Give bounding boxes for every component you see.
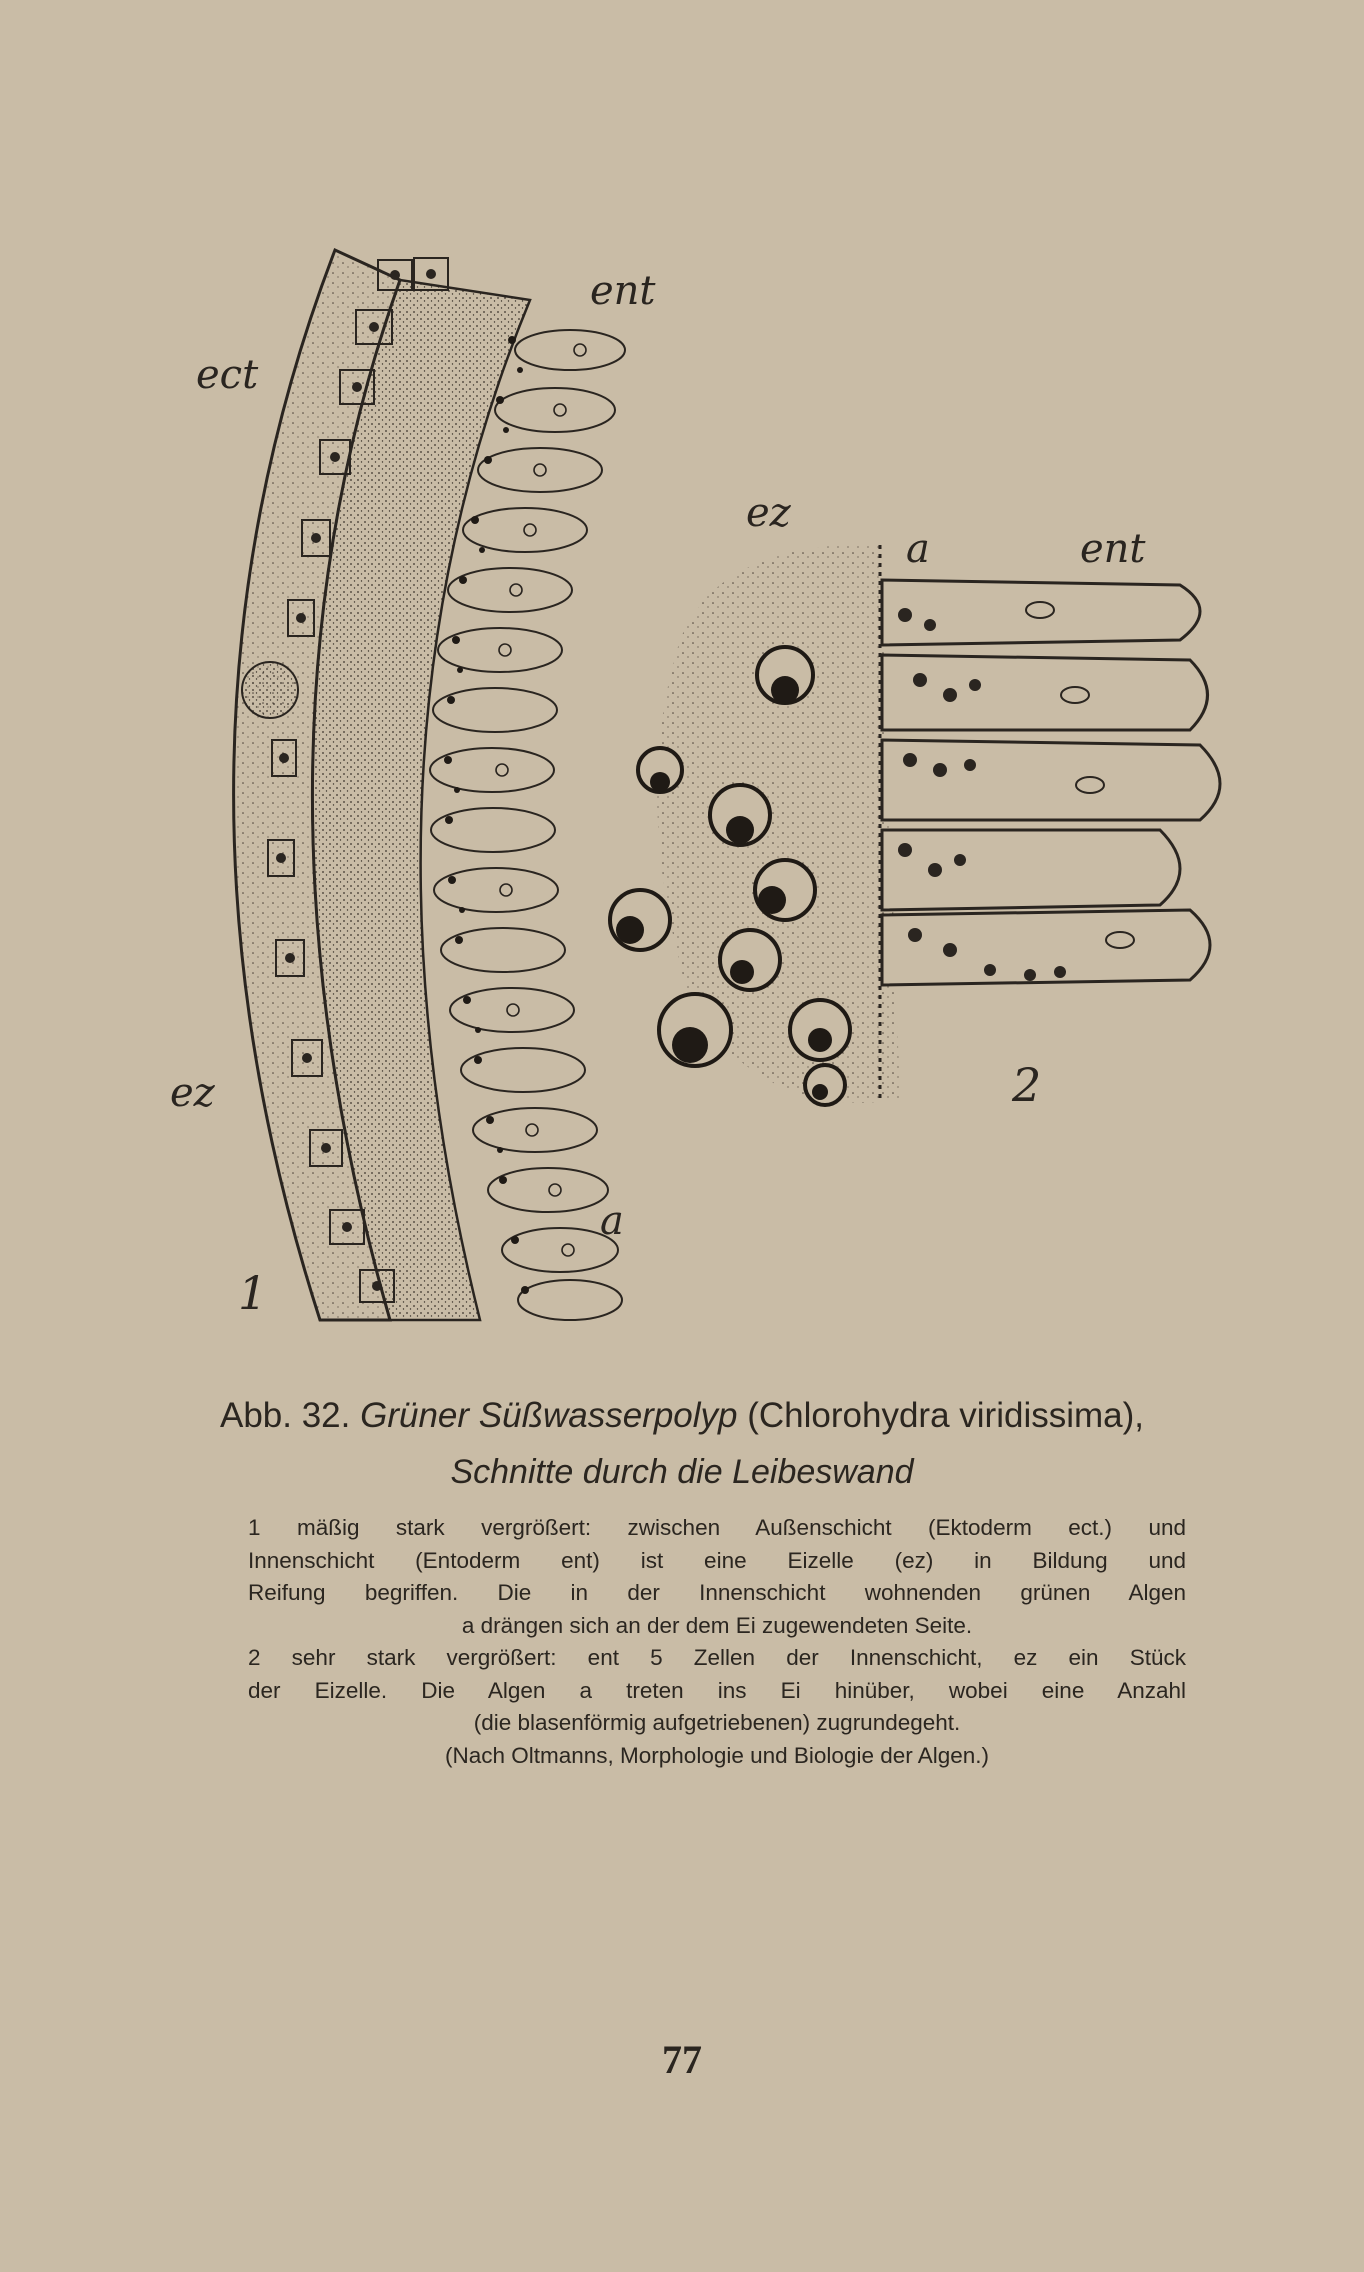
description-line: (die blasenförmig aufgetriebenen) zugrundegeht. [473,1710,961,1735]
label-ect: ect [196,352,259,398]
label-figure-1-number: 1 [238,1266,268,1320]
label-a-fig1: a [600,1198,624,1244]
figure-description [248,1512,1186,1772]
label-figure-2-number: 2 [1012,1058,1042,1112]
page-number: 77 [662,2037,702,2082]
figure-1-body-wall [234,250,625,1320]
label-a-fig2: a [906,526,930,572]
caption-abb: Abb. 32. [219,1396,351,1435]
caption-title-italic: Grüner Süßwasserpolyp [360,1396,738,1435]
label-ent-fig1: ent [590,268,656,314]
description-line: Innenschicht (Entoderm ent) ist eine Eizelle (ez) in Bildung und [248,1547,1186,1573]
description-line: Reifung begriffen. Die in der Innenschicht wohnenden grünen Algen [248,1580,1186,1605]
figure-2-cell-detail [610,545,1220,1105]
description-line: a drängen sich an der dem Ei zugewendeten Seite. [461,1612,973,1638]
label-ez-fig1: ez [170,1070,215,1116]
label-ent-fig2: ent [1080,526,1146,572]
figure-caption-subtitle: Schnitte durch die Leibeswand [450,1453,914,1491]
description-line: 1 mäßig stark vergrößert: zwischen Außenschicht (Ektoderm ect.) und [248,1515,1186,1540]
description-line: der Eizelle. Die Algen a treten ins Ei hinüber, wobei eine Anzahl [248,1677,1186,1703]
figure-caption-title [0,1396,1364,1436]
hydra-section-illustration [160,240,1260,1340]
label-ez-fig2: ez [746,490,791,536]
description-line: (Nach Oltmanns, Morphologie und Biologie der Algen.) [444,1742,990,1768]
caption-title-latin: (Chlorohydra viridissima), [747,1396,1144,1435]
description-line: 2 sehr stark vergrößert: ent 5 Zellen der Innenschicht, ez ein Stück [248,1645,1186,1670]
